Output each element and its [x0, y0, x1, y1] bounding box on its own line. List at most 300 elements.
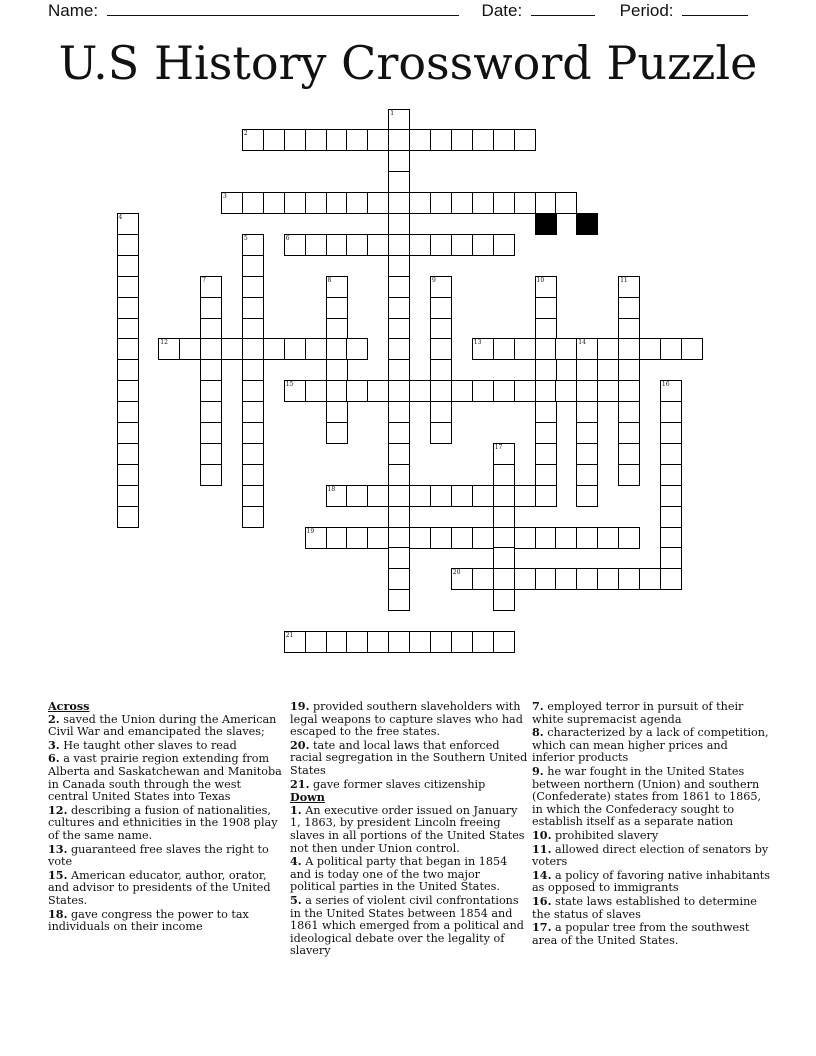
- crossword-cell[interactable]: [535, 485, 557, 507]
- crossword-cell[interactable]: [597, 568, 619, 590]
- crossword-cell[interactable]: [535, 464, 557, 486]
- crossword-cell[interactable]: [388, 171, 410, 193]
- crossword-cell[interactable]: [117, 297, 139, 319]
- crossword-cell[interactable]: [242, 255, 264, 277]
- crossword-cell[interactable]: [179, 338, 201, 360]
- crossword-cell[interactable]: [326, 422, 348, 444]
- crossword-cell[interactable]: [388, 422, 410, 444]
- crossword-cell[interactable]: [493, 129, 515, 151]
- crossword-cell[interactable]: [367, 380, 389, 402]
- crossword-cell[interactable]: [388, 631, 410, 653]
- crossword-cell[interactable]: [326, 129, 348, 151]
- clue-number: 10: [536, 276, 545, 284]
- crossword-cell[interactable]: [430, 276, 452, 298]
- crossword-cell[interactable]: [618, 359, 640, 381]
- clue-number: 20.: [290, 737, 310, 752]
- across-clue-list-continued: [290, 700, 528, 791]
- crossword-cell[interactable]: [493, 234, 515, 256]
- crossword-cell[interactable]: [660, 422, 682, 444]
- crossword-cell[interactable]: [660, 568, 682, 590]
- crossword-cell[interactable]: [409, 485, 431, 507]
- clue-number: 14.: [532, 867, 552, 882]
- crossword-cell[interactable]: [493, 380, 515, 402]
- crossword-cell[interactable]: [200, 297, 222, 319]
- crossword-cell[interactable]: [493, 506, 515, 528]
- crossword-cell[interactable]: [409, 192, 431, 214]
- crossword-cell[interactable]: [326, 276, 348, 298]
- crossword-cell[interactable]: [388, 506, 410, 528]
- clue-item: [290, 804, 528, 855]
- crossword-cell[interactable]: [555, 380, 577, 402]
- crossword-cell[interactable]: [117, 464, 139, 486]
- crossword-cell[interactable]: [576, 464, 598, 486]
- crossword-cell[interactable]: [117, 380, 139, 402]
- crossword-cell[interactable]: [493, 338, 515, 360]
- crossword-cell[interactable]: [597, 527, 619, 549]
- crossword-cell[interactable]: [388, 338, 410, 360]
- crossword-cell[interactable]: [660, 547, 682, 569]
- crossword-cell[interactable]: [409, 527, 431, 549]
- crossword-cell[interactable]: [305, 380, 327, 402]
- crossword-cell[interactable]: [158, 338, 180, 360]
- crossword-cell[interactable]: [576, 568, 598, 590]
- clue-item: [48, 752, 284, 803]
- crossword-cell[interactable]: [618, 297, 640, 319]
- clue-number: 7.: [532, 699, 544, 713]
- crossword-cell[interactable]: [242, 485, 264, 507]
- crossword-cell[interactable]: [305, 234, 327, 256]
- crossword-cell[interactable]: [388, 443, 410, 465]
- crossword-cell[interactable]: [618, 318, 640, 340]
- crossword-cell[interactable]: [200, 401, 222, 423]
- crossword-cell[interactable]: [430, 422, 452, 444]
- clue-item: [532, 895, 772, 921]
- crossword-cell[interactable]: [326, 380, 348, 402]
- crossword-cell[interactable]: [117, 255, 139, 277]
- crossword-cell[interactable]: [117, 338, 139, 360]
- crossword-cell[interactable]: [493, 527, 515, 549]
- crossword-cell[interactable]: [535, 380, 557, 402]
- crossword-cell[interactable]: [242, 297, 264, 319]
- clue-item: [532, 726, 772, 765]
- clue-number: 18.: [48, 906, 68, 921]
- crossword-cell[interactable]: [472, 568, 494, 590]
- clue-item: [48, 869, 284, 908]
- crossword-cell[interactable]: [242, 234, 264, 256]
- clue-item: [48, 908, 284, 934]
- crossword-cell[interactable]: [221, 338, 243, 360]
- crossword-cell[interactable]: [242, 422, 264, 444]
- crossword-cell[interactable]: [451, 631, 473, 653]
- crossword-cell[interactable]: [305, 192, 327, 214]
- crossword-cell[interactable]: [200, 422, 222, 444]
- crossword-cell[interactable]: [388, 485, 410, 507]
- crossword-cell[interactable]: [451, 380, 473, 402]
- crossword-cell[interactable]: [472, 631, 494, 653]
- clue-number: 5.: [290, 892, 302, 907]
- crossword-cell[interactable]: [346, 192, 368, 214]
- crossword-cell[interactable]: [472, 485, 494, 507]
- crossword-cell[interactable]: [597, 338, 619, 360]
- crossword-cell[interactable]: [430, 401, 452, 423]
- clue-number: 19: [306, 527, 315, 535]
- crossword-cell[interactable]: [639, 338, 661, 360]
- across-clue-list: [48, 713, 284, 934]
- clue-item: [48, 804, 284, 843]
- crossword-cell[interactable]: [263, 338, 285, 360]
- clue-number: 11.: [532, 841, 552, 856]
- crossword-cell[interactable]: [242, 129, 264, 151]
- crossword-cell[interactable]: [346, 338, 368, 360]
- crossword-cell[interactable]: [326, 485, 348, 507]
- clue-text: He taught other slaves to read: [59, 738, 237, 752]
- clue-number: 5: [243, 234, 248, 242]
- crossword-cell[interactable]: [618, 443, 640, 465]
- crossword-cell[interactable]: [117, 401, 139, 423]
- clue-text: a vast prairie region extending from Alberta and Saskatchewan and Manitoba in Canada south through the west central United States into Texas: [48, 752, 282, 804]
- crossword-cell[interactable]: [388, 318, 410, 340]
- crossword-cell[interactable]: [576, 527, 598, 549]
- crossword-cell[interactable]: [200, 359, 222, 381]
- crossword-cell[interactable]: [618, 401, 640, 423]
- crossword-cell[interactable]: [367, 485, 389, 507]
- page-title: U.S History Crossword Puzzle: [58, 36, 758, 90]
- crossword-cell[interactable]: [576, 359, 598, 381]
- crossword-cell[interactable]: [388, 234, 410, 256]
- clue-item: [532, 869, 772, 895]
- crossword-cell[interactable]: [535, 422, 557, 444]
- crossword-cell[interactable]: [388, 150, 410, 172]
- clue-number: 4.: [290, 854, 302, 869]
- crossword-cell[interactable]: [535, 297, 557, 319]
- crossword-cell[interactable]: [284, 129, 306, 151]
- crossword-cell[interactable]: [409, 631, 431, 653]
- crossword-cell[interactable]: [242, 380, 264, 402]
- crossword-cell[interactable]: [514, 129, 536, 151]
- crossword-cell[interactable]: [493, 485, 515, 507]
- crossword-cell[interactable]: [409, 129, 431, 151]
- crossword-cell[interactable]: [117, 213, 139, 235]
- crossword-cell[interactable]: [242, 338, 264, 360]
- crossword-cell[interactable]: [451, 234, 473, 256]
- crossword-cell[interactable]: [388, 359, 410, 381]
- clue-item: [290, 894, 528, 958]
- crossword-cell[interactable]: [430, 297, 452, 319]
- blocked-cell: [576, 213, 598, 235]
- crossword-cell[interactable]: [451, 568, 473, 590]
- crossword-cell[interactable]: [493, 589, 515, 611]
- crossword-cell[interactable]: [388, 192, 410, 214]
- crossword-cell[interactable]: [242, 276, 264, 298]
- crossword-cell[interactable]: [535, 276, 557, 298]
- crossword-cell[interactable]: [451, 129, 473, 151]
- clue-number: 12.: [48, 802, 68, 817]
- crossword-cell[interactable]: [388, 276, 410, 298]
- crossword-cell[interactable]: [305, 527, 327, 549]
- crossword-cell[interactable]: [535, 527, 557, 549]
- crossword-cell[interactable]: [618, 338, 640, 360]
- clue-number: 9.: [532, 763, 544, 778]
- clue-number: 12: [160, 339, 168, 347]
- crossword-cell[interactable]: [430, 192, 452, 214]
- crossword-cell[interactable]: [535, 359, 557, 381]
- crossword-cell[interactable]: [493, 443, 515, 465]
- down-heading: Down: [290, 790, 325, 805]
- clue-number: 21: [285, 632, 294, 639]
- crossword-cell[interactable]: [346, 527, 368, 549]
- crossword-cell[interactable]: [514, 192, 536, 214]
- crossword-cell[interactable]: [660, 380, 682, 402]
- crossword-cell[interactable]: [117, 485, 139, 507]
- clue-number: 16.: [532, 893, 552, 908]
- clue-number: 2.: [48, 711, 60, 726]
- crossword-cell[interactable]: [388, 109, 410, 131]
- down-clue-list-continued: [532, 700, 772, 947]
- crossword-cell[interactable]: [472, 234, 494, 256]
- crossword-cell[interactable]: [242, 443, 264, 465]
- clue-number: 1: [390, 109, 395, 117]
- crossword-cell[interactable]: [242, 192, 264, 214]
- crossword-cell[interactable]: [535, 568, 557, 590]
- crossword-cell[interactable]: [660, 506, 682, 528]
- clue-item: [48, 843, 284, 869]
- clue-item: [290, 855, 528, 894]
- crossword-cell[interactable]: [618, 464, 640, 486]
- crossword-cell[interactable]: [200, 338, 222, 360]
- clue-item: [290, 778, 528, 792]
- clue-text: A political party that began in 1854 and is today one of the two major political parties in the United States.: [290, 855, 508, 894]
- crossword-cell[interactable]: [451, 485, 473, 507]
- clue-text: gave congress the power to tax individuals on their income: [48, 907, 249, 934]
- crossword-cell[interactable]: [367, 192, 389, 214]
- crossword-cell[interactable]: [660, 527, 682, 549]
- crossword-cell[interactable]: [284, 192, 306, 214]
- clue-item: [532, 921, 772, 947]
- clue-number: 3: [223, 193, 227, 201]
- crossword-cell[interactable]: [326, 401, 348, 423]
- clue-text: prohibited slavery: [551, 828, 659, 842]
- crossword-cell[interactable]: [326, 192, 348, 214]
- crossword-cell[interactable]: [555, 192, 577, 214]
- crossword-cell[interactable]: [367, 129, 389, 151]
- crossword-cell[interactable]: [430, 318, 452, 340]
- crossword-cell[interactable]: [367, 631, 389, 653]
- crossword-cell[interactable]: [242, 506, 264, 528]
- crossword-cell[interactable]: [535, 443, 557, 465]
- clue-number: 19.: [290, 699, 310, 713]
- crossword-cell[interactable]: [660, 464, 682, 486]
- crossword-cell[interactable]: [576, 338, 598, 360]
- crossword-cell[interactable]: [388, 380, 410, 402]
- crossword-cell[interactable]: [535, 401, 557, 423]
- crossword-cell[interactable]: [493, 568, 515, 590]
- clue-number: 17.: [532, 920, 552, 935]
- crossword-cell[interactable]: [618, 380, 640, 402]
- crossword-cell[interactable]: [430, 485, 452, 507]
- crossword-cell[interactable]: [493, 192, 515, 214]
- crossword-cell[interactable]: [409, 234, 431, 256]
- crossword-cell[interactable]: [681, 338, 703, 360]
- crossword-cell[interactable]: [284, 380, 306, 402]
- clue-text: gave former slaves citizenship: [309, 777, 486, 791]
- crossword-cell[interactable]: [430, 380, 452, 402]
- crossword-cell[interactable]: [326, 631, 348, 653]
- crossword-cell[interactable]: [346, 380, 368, 402]
- period-label: Period:: [619, 1, 674, 20]
- clue-number: 8.: [532, 725, 544, 740]
- crossword-cell[interactable]: [242, 318, 264, 340]
- crossword-cell[interactable]: [242, 464, 264, 486]
- clue-text: allowed direct election of senators by voters: [532, 842, 769, 869]
- crossword-cell[interactable]: [200, 276, 222, 298]
- crossword-cell[interactable]: [200, 443, 222, 465]
- crossword-cell[interactable]: [388, 464, 410, 486]
- crossword-cell[interactable]: [388, 213, 410, 235]
- crossword-cell[interactable]: [493, 631, 515, 653]
- clue-text: employed terror in pursuit of their white supremacist agenda: [532, 700, 744, 726]
- crossword-cell[interactable]: [346, 631, 368, 653]
- crossword-cell[interactable]: [200, 380, 222, 402]
- crossword-cell[interactable]: [242, 401, 264, 423]
- crossword-cell[interactable]: [388, 129, 410, 151]
- crossword-cell[interactable]: [430, 631, 452, 653]
- crossword-cell[interactable]: [117, 276, 139, 298]
- crossword-cell[interactable]: [263, 129, 285, 151]
- crossword-cell[interactable]: [451, 192, 473, 214]
- clue-text: American educator, author, orator, and advisor to presidents of the United States.: [48, 868, 271, 907]
- crossword-cell[interactable]: [326, 234, 348, 256]
- crossword-cell[interactable]: [618, 276, 640, 298]
- crossword-cell[interactable]: [388, 401, 410, 423]
- crossword-cell[interactable]: [576, 485, 598, 507]
- clue-text: a policy of favoring native inhabitants as opposed to immigrants: [532, 868, 771, 895]
- crossword-cell[interactable]: [117, 234, 139, 256]
- clue-number: 11: [620, 276, 628, 284]
- clue-number: 15: [285, 381, 294, 389]
- crossword-cell[interactable]: [200, 464, 222, 486]
- crossword-cell[interactable]: [409, 380, 431, 402]
- crossword-cell[interactable]: [430, 234, 452, 256]
- crossword-cell[interactable]: [597, 380, 619, 402]
- crossword-cell[interactable]: [472, 192, 494, 214]
- crossword-cell[interactable]: [576, 422, 598, 444]
- crossword-cell[interactable]: [326, 318, 348, 340]
- crossword-cell[interactable]: [660, 401, 682, 423]
- crossword-cell[interactable]: [555, 568, 577, 590]
- crossword-cell[interactable]: [555, 338, 577, 360]
- crossword-cell[interactable]: [472, 380, 494, 402]
- clue-number: 20: [452, 569, 461, 577]
- crossword-cell[interactable]: [618, 422, 640, 444]
- clue-number: 4: [118, 214, 123, 221]
- clue-number: 14: [578, 339, 586, 347]
- crossword-cell[interactable]: [514, 485, 536, 507]
- clue-number: 13.: [48, 841, 68, 856]
- crossword-cell[interactable]: [618, 568, 640, 590]
- crossword-cell[interactable]: [388, 547, 410, 569]
- crossword-cell[interactable]: [326, 297, 348, 319]
- crossword-cell[interactable]: [117, 359, 139, 381]
- crossword-cell[interactable]: [472, 527, 494, 549]
- crossword-cell[interactable]: [514, 338, 536, 360]
- crossword-cell[interactable]: [346, 129, 368, 151]
- crossword-cell[interactable]: [535, 192, 557, 214]
- across-heading: Across: [48, 699, 90, 713]
- crossword-cell[interactable]: [388, 589, 410, 611]
- crossword-cell[interactable]: [305, 338, 327, 360]
- crossword-cell[interactable]: [618, 527, 640, 549]
- crossword-cell[interactable]: [263, 192, 285, 214]
- crossword-cell[interactable]: [576, 443, 598, 465]
- crossword-cell[interactable]: [451, 527, 473, 549]
- crossword-cell[interactable]: [514, 380, 536, 402]
- crossword-cell[interactable]: [472, 338, 494, 360]
- crossword-cell[interactable]: [535, 318, 557, 340]
- crossword-cell[interactable]: [493, 547, 515, 569]
- crossword-cell[interactable]: [388, 568, 410, 590]
- crossword-cell[interactable]: [305, 631, 327, 653]
- clue-number: 9: [432, 276, 436, 284]
- crossword-cell[interactable]: [221, 192, 243, 214]
- crossword-cell[interactable]: [388, 255, 410, 277]
- crossword-cell[interactable]: [284, 631, 306, 653]
- crossword-cell[interactable]: [514, 568, 536, 590]
- crossword-cell[interactable]: [576, 401, 598, 423]
- crossword-cell[interactable]: [576, 380, 598, 402]
- crossword-cell[interactable]: [660, 338, 682, 360]
- crossword-cell[interactable]: [430, 527, 452, 549]
- clue-text: tate and local laws that enforced racial segregation in the Southern United States: [290, 738, 528, 777]
- clue-number: 18: [327, 485, 336, 493]
- crossword-cell[interactable]: [367, 527, 389, 549]
- crossword-cell[interactable]: [117, 422, 139, 444]
- crossword-cell[interactable]: [555, 527, 577, 549]
- crossword-cell[interactable]: [367, 234, 389, 256]
- crossword-cell[interactable]: [472, 129, 494, 151]
- crossword-cell[interactable]: [660, 443, 682, 465]
- crossword-cell[interactable]: [346, 485, 368, 507]
- clue-item: [532, 829, 772, 843]
- crossword-cell[interactable]: [326, 527, 348, 549]
- clue-item: [532, 765, 772, 829]
- crossword-cell[interactable]: [284, 338, 306, 360]
- crossword-cell[interactable]: [117, 443, 139, 465]
- crossword-cell[interactable]: [346, 234, 368, 256]
- crossword-cell[interactable]: [305, 129, 327, 151]
- crossword-cell[interactable]: [284, 234, 306, 256]
- crossword-cell[interactable]: [242, 359, 264, 381]
- crossword-cell[interactable]: [660, 485, 682, 507]
- crossword-cell[interactable]: [639, 568, 661, 590]
- clue-number: 16: [661, 381, 670, 389]
- crossword-cell[interactable]: [388, 297, 410, 319]
- clue-number: 2: [243, 130, 248, 138]
- crossword-cell[interactable]: [535, 338, 557, 360]
- crossword-cell[interactable]: [117, 318, 139, 340]
- crossword-cell[interactable]: [117, 506, 139, 528]
- crossword-cell[interactable]: [430, 129, 452, 151]
- down-clue-list: [290, 804, 528, 958]
- crossword-cell[interactable]: [430, 338, 452, 360]
- crossword-cell[interactable]: [326, 359, 348, 381]
- crossword-cell[interactable]: [493, 464, 515, 486]
- crossword-cell[interactable]: [514, 527, 536, 549]
- crossword-cell[interactable]: [388, 527, 410, 549]
- clue-number: 17: [494, 443, 503, 451]
- crossword-cell[interactable]: [326, 338, 348, 360]
- crossword-cell[interactable]: [430, 359, 452, 381]
- crossword-cell[interactable]: [200, 318, 222, 340]
